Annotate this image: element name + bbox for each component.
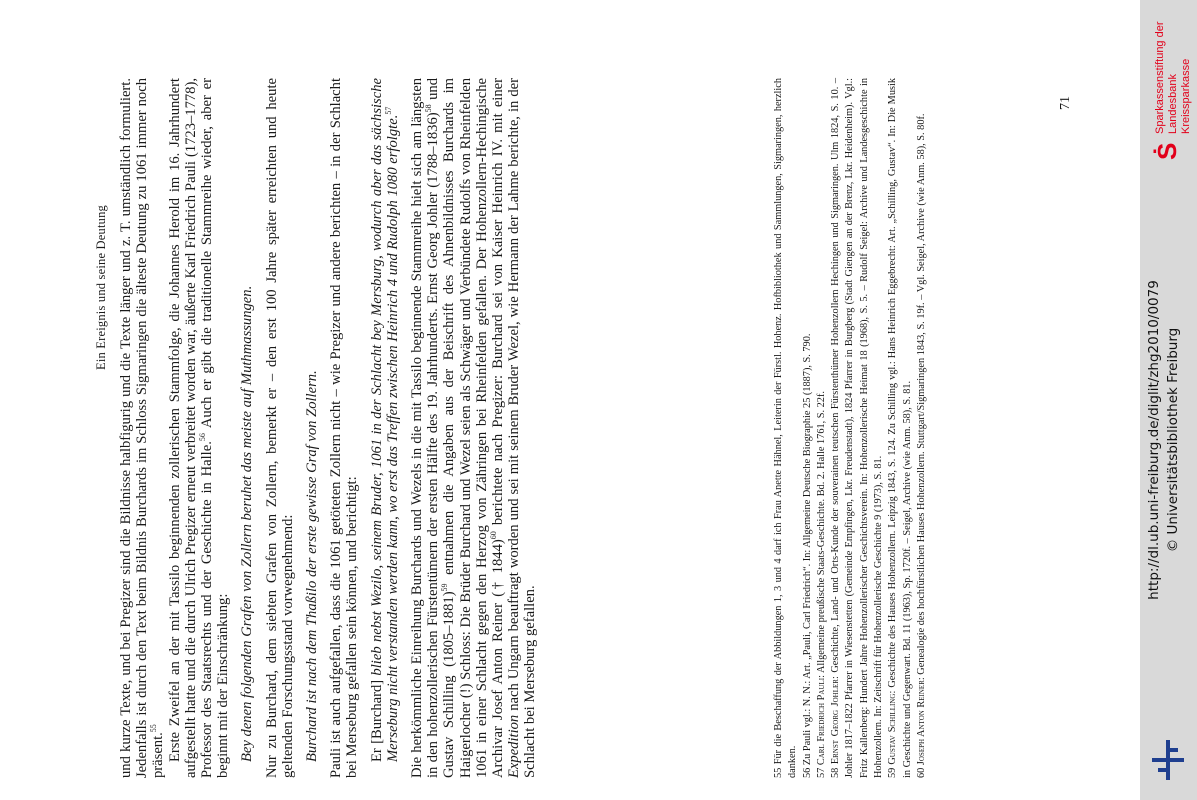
footnote-57 — [815, 78, 829, 778]
paragraph-2-text-a: Erste Zweifel an der mit Tassilo beginnenden zollerischen Stammfolge, die Johannes Herold im 16. Jahrhundert aufgestellt hatte und die durch Ulrich Pregizer erneut verbreitet worden war, äußerte Karl Friedrich Pauli (1723–1778), Professor des Staatsrechts und der Geschichte in Halle. — [166, 78, 216, 778]
footnote-number: 59 — [887, 767, 899, 778]
paragraph-5 — [409, 78, 539, 778]
footnote-ref-57[interactable]: 57 — [383, 106, 393, 115]
paragraph-5-text-e: nach Ungarn beauftragt worden und sei mit seinem Bruder Wezel, wie Hermann der Lahme berichte, in der Schlacht bei Merseburg gefallen. — [506, 78, 539, 778]
footnote-text: Genealogie des hochfürstlichen Hauses Hohenzollern. Stuttgart/Sigmaringen 1843, S. 19f. – Vgl. Seigel, Archive (wie Anm. 58), S. 80f. — [915, 113, 927, 678]
footnote-author: Joseph Anton Reiner: — [915, 677, 927, 766]
footnote-text: Geschichte, Land- und Orts-Kunde der souverainen teutschen Fürstenthümer Hohenzollern Hechingen und Sigmaringen. Ulm 1824, S. 10. – Johler 1817–1822 Pfarrer in Wiesenstetten (Gemeinde Empfingen, Lkr. Freudenstadt), 1824 Pfarrer in Burgberg (Stadt Giengen an der Brenz, Lkr. Heidenheim). Vgl.: Fritz Kallenberg: Hundert Jahre Hohenzollerischer Geschichtsverein. In: Hohenzollerische Heimat 18 (1968), S. 5. – Rudolf Seigel: Archive und Landesgeschichte in Hohenzollern. In: Zeitschrift für Hohenzollerische Geschichte 9 (1973), S. 81. — [830, 78, 885, 778]
quote-2: Burchard ist nach dem Thaßilo der erste gewisse Graf von Zollern. — [304, 370, 321, 762]
page-number: 71 — [1058, 96, 1073, 110]
sparkasse-logo — [1146, 0, 1192, 160]
footnote-text: Für die Beschaffung der Abbildungen 1, 3 und 4 darf ich Frau Anette Hähnel, Leiterin der Fürstl. Hohenz. Hofbibliothek und Sammlungen, Sigmaringen, herzlich danken. — [773, 78, 799, 778]
footnote-ref-56[interactable]: 56 — [198, 433, 208, 442]
paragraph-2-text-b: Auch er gibt die traditionelle Stammreihe wieder, aber er beginnt mit der Einschränkung: — [199, 78, 232, 778]
quote-1: Bey denen folgenden Grafen von Zollern beruhet das meiste auf Muthmassungen. — [239, 285, 256, 762]
footnote-number: 55 — [773, 767, 784, 778]
watermark-bar — [1140, 0, 1197, 800]
footnote-59 — [886, 78, 915, 778]
footnote-55 — [772, 78, 801, 778]
footnote-number: 57 — [815, 767, 827, 778]
footnote-ref-58[interactable]: 58 — [424, 104, 434, 113]
footnote-ref-55[interactable]: 55 — [149, 724, 159, 733]
footnote-60 — [915, 78, 929, 778]
running-head: Ein Ereignis und seine Deutung — [94, 205, 108, 370]
paragraph-1 — [118, 78, 167, 778]
paragraph-5-text-d: berichtete nach Pregizer: Burchard sei von Kaiser Heinrich IV. mit einer — [490, 78, 507, 532]
watermark-url[interactable]: http://dl.ub.uni-freiburg.de/diglit/zhg2010/0079 — [1146, 280, 1162, 600]
paragraph-2 — [167, 78, 232, 778]
quote-3-text-b: blieb nebst Wezilo, seinem Bruder, 1061 in der Schlacht bey Mersburg, wodurch aber das sächsische Merseburg nicht verstanden werden kann, wo erst das Treffen zwischen Heinrich 4 und Rudolph 1080 erfolgte. — [368, 78, 401, 762]
sponsor-line-2: Landesbank Kreissparkasse — [1167, 58, 1192, 134]
paragraph-5-text-a: Die herkömmliche Einreihung Burchards und Wezels in die mit Tassilo beginnende Stammreihe hielt sich am längsten in den hohenzollerischen Fürstentümern der ersten Hälfte des 19. Jahrhunderts. Ernst Georg Johler (1788–1836) — [409, 78, 442, 778]
footnote-text: Geschichte des Hauses Hohenzollern. Leipzig 1843, S. 124. Zu Schilling vgl.: Hans Heinrich Eggebrecht: Art. „Schilling, Gustav“. In: Die Musik in Geschichte und Gegenwart. Bd. 11 (1963), Sp. 1720f. – Seigel, Archive (wie Anm. 58), S. 81. — [887, 78, 913, 778]
footnote-author: Ernst Georg Johler: — [830, 676, 842, 765]
footnote-58 — [829, 78, 886, 778]
footnote-author: Carl Friedrich Pauli: — [815, 675, 827, 766]
paragraph-1-text: und kurze Texte, und bei Pregizer sind die Bildnisse halbfigurig und die Texte länger und z. T. umständlich formuliert. Jedenfalls ist durch den Text beim Bildnis Burchards im Schloss Sigmaringen die älteste Deutung zu 1061 immer noch präsent. — [118, 78, 167, 778]
footnote-number: 56 — [801, 767, 813, 778]
footnote-text: Zu Pauli vgl.: N. N.: Art. „Pauli, Carl Friedrich“. In: Allgemeine Deutsche Biographie 25 (1887), S. 790. — [801, 333, 813, 766]
sparkasse-logo-icon: Ṡ — [1152, 142, 1182, 160]
footnote-56 — [801, 78, 815, 778]
footnote-ref-59[interactable]: 59 — [440, 583, 450, 592]
footnote-ref-60[interactable]: 60 — [489, 531, 499, 540]
body-text — [118, 78, 539, 778]
footnote-author: Gustav Schilling: — [887, 690, 899, 765]
footnote-text: Allgemeine preußische Staats-Geschichte. Bd. 2. Halle 1761, S. 22f. — [815, 391, 827, 676]
footnote-number: 58 — [830, 767, 842, 778]
footnote-number: 60 — [915, 767, 927, 778]
paragraph-5-text-c: entnahmen die Angaben aus der Beischrift des Ahnenbildnisses Burchards im Haigerlocher (!) Schloss: Die Brüder Burchard und Wezel seien als Schwäger und Verbündete Rudolfs von Rheinfelden 1061 in einer Schlacht gegen den Herzog von Zähringen bei Rheinfelden gefallen. Der Hohenzollern-Hechingische Archivar Josef Anton Reiner († 1844) — [441, 78, 507, 778]
paragraph-5-text-b: und Gustav Schilling (1805–1881) — [425, 78, 458, 778]
watermark-copyright: © Universitätsbibliothek Freiburg — [1165, 327, 1181, 553]
paragraph-4: Pauli ist auch aufgefallen, dass die 1061 getöteten Zollern nicht – wie Pregizer und andere berichten – in der Schlacht bei Merseburg gefallen sein können, und berichtigt: — [328, 78, 361, 778]
quote-3-text-a: Er [Burchard] — [368, 675, 385, 762]
quote-3 — [369, 78, 401, 778]
sponsor-line-1: Sparkassenstiftung der — [1154, 21, 1166, 134]
footnotes — [772, 78, 929, 778]
paragraph-3: Nur zu Burchard, dem siebten Grafen von Zollern, bemerkt er – den erst 100 Jahre später erreichten und heute geltenden Forschungsstand vorwegnehmend: — [263, 78, 296, 778]
paragraph-5-italic: Expedition — [506, 714, 523, 778]
